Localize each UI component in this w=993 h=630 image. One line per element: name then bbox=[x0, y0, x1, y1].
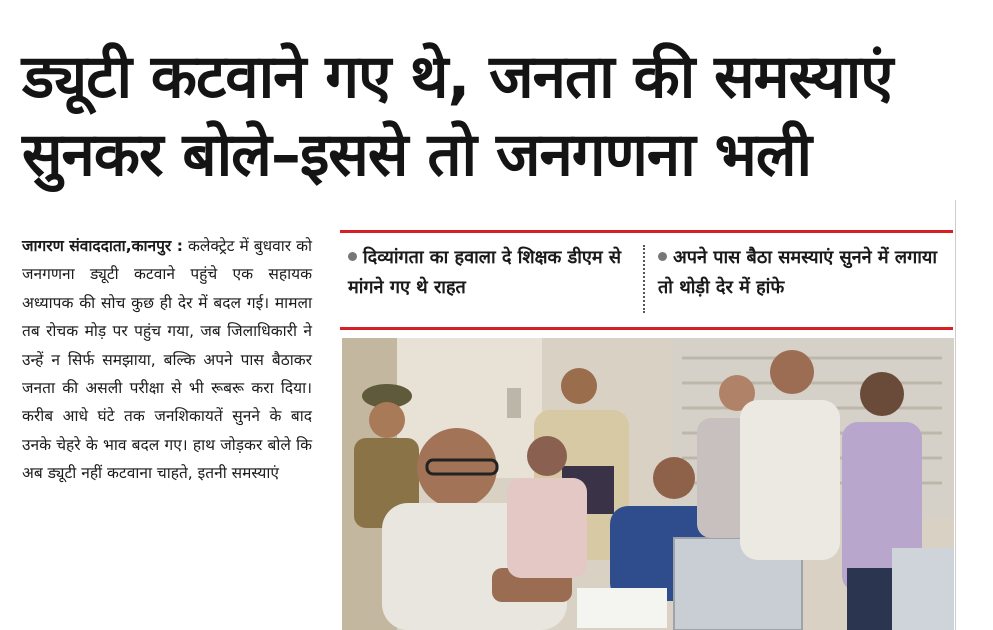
subhead-2 bbox=[658, 243, 948, 303]
headline-line-2: सुनकर बोले–इससे तो जनगणना भली bbox=[22, 120, 812, 190]
subhead-2-text: अपने पास बैठा समस्याएं सुनने में लगाया तो थोड़ी देर में हांफे bbox=[658, 247, 938, 298]
subheads-box bbox=[340, 230, 953, 330]
article-text: कलेक्ट्रेट में बुधवार को जनगणना ड्यूटी कटवाने पहुंचे एक सहायक अध्यापक की सोच कुछ ही देर में बदल गई। मामला तब रोचक मोड़ पर पहुंच गया, जब जिलाधिकारी ने उन्हें न सिर्फ समझाया, बल्कि अपने पास बैठाकर जनता की असली परीक्षा से भी रूबरू करा दिया। करीब आधे घंटे तक जनशिकायतें सुनने के बाद उनके चेहरे के भाव बदल गए। हाथ जोड़कर बोले कि अब ड्यूटी नहीं कटवाना चाहते, इतनी समस्याएं bbox=[22, 237, 312, 483]
column-rule bbox=[955, 200, 956, 630]
headline-line-1: ड्यूटी कटवाने गए थे, जनता की समस्याएं bbox=[22, 42, 893, 112]
subhead-1-text: दिव्यांगता का हवाला दे शिक्षक डीएम से मांगने गए थे राहत bbox=[348, 247, 622, 298]
news-photo bbox=[342, 338, 954, 630]
byline: जागरण संवाददाता,कानपुर : bbox=[22, 237, 183, 255]
article-body bbox=[22, 232, 312, 488]
bullet-icon bbox=[348, 252, 357, 261]
headline bbox=[22, 38, 952, 194]
news-photo-illustration bbox=[342, 338, 954, 630]
subhead-divider bbox=[643, 245, 645, 313]
subhead-1 bbox=[348, 243, 633, 303]
bullet-icon bbox=[658, 252, 667, 261]
